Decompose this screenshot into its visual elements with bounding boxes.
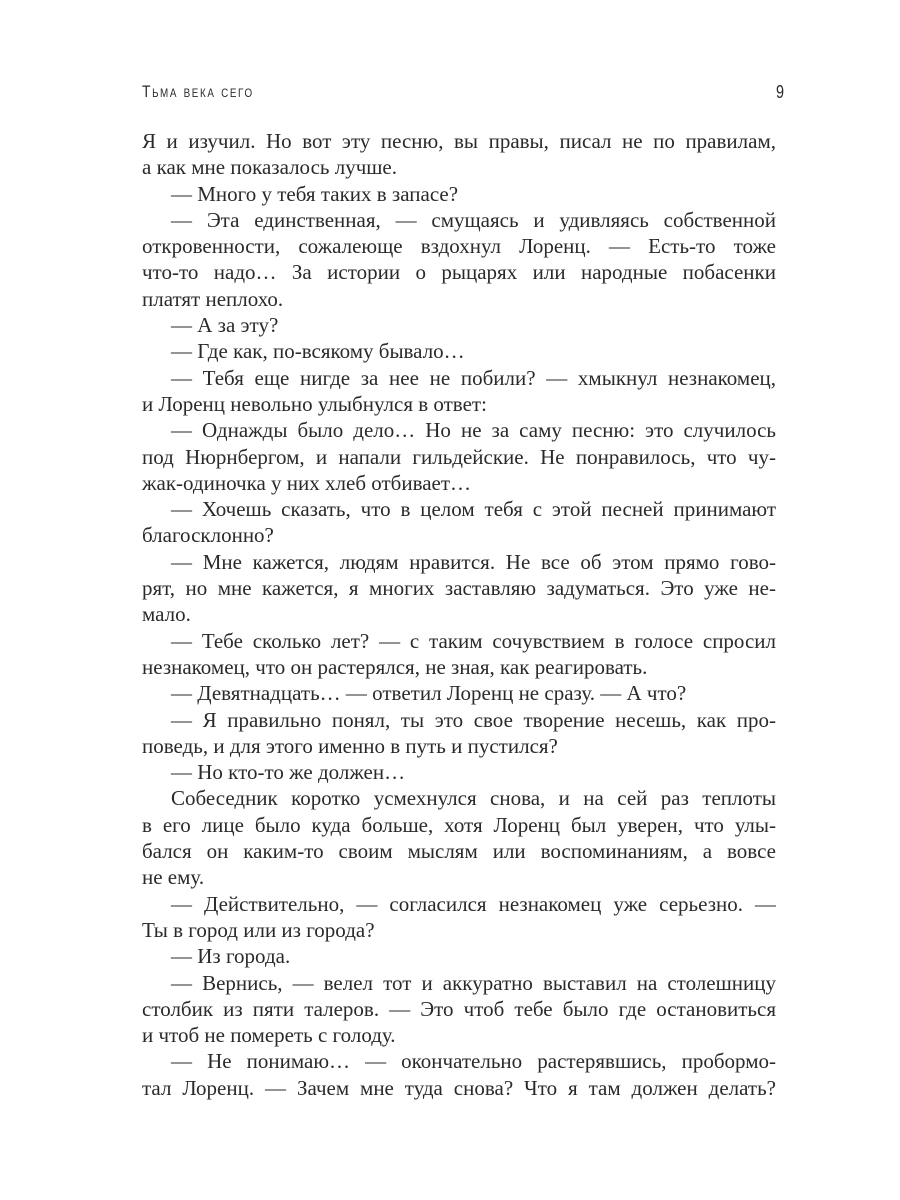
text-line: — Тебя еще нигде за нее не побили? — хмыкнул незнакомец,: [171, 365, 776, 390]
text-line: Я и изучил. Но вот эту песню, вы правы, писал не по правилам,: [142, 129, 776, 153]
text-line: не ему.: [142, 865, 205, 890]
text-line: столбик из пяти талеров. — Это чтоб тебе было где остановиться: [142, 996, 776, 1021]
text-line: — Из города.: [171, 944, 291, 969]
text-line: рят, но мне кажется, я многих заставляю задуматься. Это уже не-: [142, 576, 776, 601]
text-line: жак-одиночка у них хлеб отбивает…: [142, 470, 472, 495]
text-line: — Не понимаю… — окончательно растерявшись, пробормо-: [171, 1049, 776, 1074]
text-line: — Где как, по-всякому бывало…: [171, 339, 465, 364]
text-line: поведь, и для этого именно в путь и пустился?: [142, 733, 558, 758]
text-line: в его лице было куда больше, хотя Лоренц был уверен, что улы-: [142, 812, 776, 837]
text-line: — Однажды было дело… Но не за саму песню: это случилось: [171, 418, 776, 443]
text-line: бался он каким-то своим мыслям или воспоминаниям, а вовсе: [142, 839, 776, 864]
text-line: мало.: [142, 602, 191, 627]
text-line: — Я правильно понял, ты это свое творение несешь, как про-: [171, 707, 776, 732]
text-line: откровенности, сожалеюще вздохнул Лоренц. — Есть-то тоже: [142, 234, 776, 259]
text-line: — Много у тебя таких в запасе?: [171, 181, 459, 206]
text-line: под Нюрнбергом, и напали гильдейские. Не понравилось, что чу-: [142, 444, 776, 469]
text-line: — Действительно, — согласился незнакомец уже серьезно. —: [171, 891, 776, 916]
running-title: Тьма века сего: [142, 82, 254, 101]
text-line: незнакомец, что он растерялся, не зная, как реагировать.: [142, 654, 648, 679]
text-line: — Но кто-то же должен…: [171, 760, 406, 785]
text-line: Собеседник коротко усмехнулся снова, и на сей раз теплоты: [171, 786, 776, 811]
text-line: — Мне кажется, людям нравится. Не все об этом прямо гово-: [171, 549, 776, 574]
page-body: [142, 128, 776, 1101]
text-line: — Вернись, — велел тот и аккуратно выставил на столешницу: [171, 970, 776, 995]
page-number: 9: [776, 82, 785, 102]
text-line: что-то надо… За истории о рыцарях или народные побасенки: [142, 260, 776, 285]
text-line: и Лоренц невольно улыбнулся в ответ:: [142, 391, 487, 416]
text-line: платят неплохо.: [142, 286, 284, 311]
text-line: — Хочешь сказать, что в целом тебя с этой песней принимают: [171, 497, 776, 522]
text-line: — Девятнадцать… — ответил Лоренц не сразу. — А что?: [171, 681, 687, 706]
text-line: благосклонно?: [142, 523, 274, 548]
text-line: а как мне показалось лучше.: [142, 155, 398, 180]
text-line: и чтоб не помереть с голоду.: [142, 1023, 396, 1048]
text-line: Ты в город или из города?: [142, 917, 375, 942]
text-line: — А за эту?: [171, 313, 279, 338]
text-line: тал Лоренц. — Зачем мне туда снова? Что я там должен делать?: [142, 1075, 776, 1100]
text-line: — Эта единственная, — смущаясь и удивляясь собственной: [171, 207, 776, 232]
text-line: — Тебе сколько лет? — с таким сочувствием в голосе спросил: [171, 628, 776, 653]
